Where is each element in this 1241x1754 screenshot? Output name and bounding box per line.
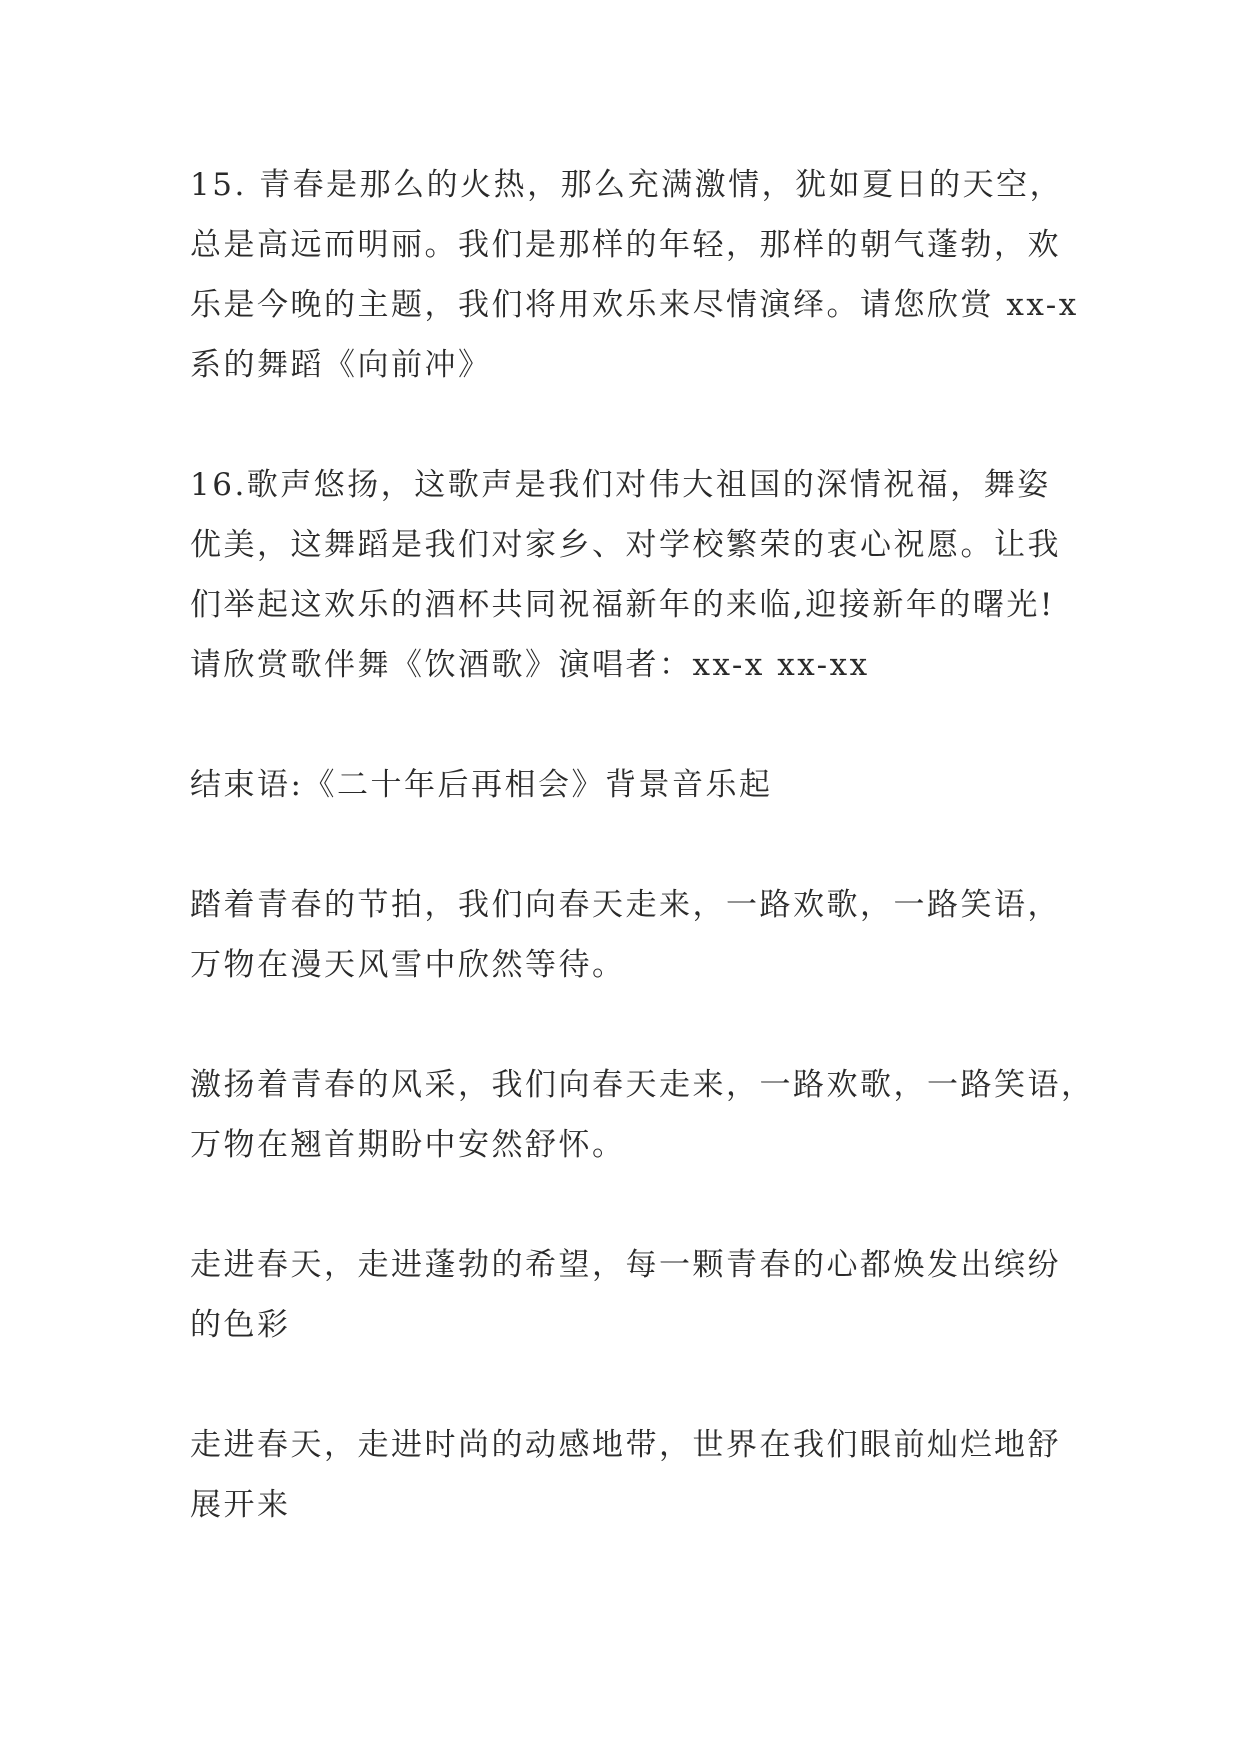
text-line: 万物在漫天风雪中欣然等待。	[190, 947, 626, 983]
text-line: 万物在翘首期盼中安然舒怀。	[190, 1127, 626, 1163]
text-line: 踏着青春的节拍，我们向春天走来，一路欢歌，一路笑语，	[190, 887, 1061, 923]
paragraph-gap	[190, 1175, 1070, 1235]
text-line: 16.歌声悠扬，这歌声是我们对伟大祖国的深情祝福，舞姿	[190, 467, 1051, 503]
paragraph-gap	[190, 815, 1070, 875]
text-line: 请欣赏歌伴舞《饮酒歌》演唱者：xx-x xx-xx	[190, 647, 870, 683]
text-line: 的色彩	[190, 1307, 291, 1343]
paragraph-15	[190, 155, 1079, 395]
paragraph-gap	[190, 695, 1070, 755]
paragraph-closing-4	[190, 1415, 1070, 1535]
paragraph-closing-heading	[190, 755, 1070, 815]
text-line: 走进春天，走进蓬勃的希望，每一颗青春的心都焕发出缤纷	[190, 1247, 1061, 1283]
paragraph-16	[190, 455, 1070, 695]
paragraph-closing-3	[190, 1235, 1070, 1355]
text-line: 们举起这欢乐的酒杯共同祝福新年的来临,迎接新年的曙光!	[190, 587, 1055, 623]
text-line: 展开来	[190, 1487, 291, 1523]
text-line: 乐是今晚的主题，我们将用欢乐来尽情演绎。请您欣赏 xx-x	[190, 287, 1079, 323]
text-line: 走进春天，走进时尚的动感地带，世界在我们眼前灿烂地舒	[190, 1427, 1061, 1463]
text-line: 系的舞蹈《向前冲》	[190, 347, 492, 383]
paragraph-gap	[190, 995, 1070, 1055]
paragraph-gap	[190, 1355, 1070, 1415]
text-line: 15. 青春是那么的火热，那么充满激情，犹如夏日的天空，	[190, 167, 1064, 203]
paragraph-closing-1	[190, 875, 1070, 995]
text-line: 激扬着青春的风采，我们向春天走来，一路欢歌，一路笑语，	[190, 1067, 1095, 1103]
text-line: 总是高远而明丽。我们是那样的年轻，那样的朝气蓬勃，欢	[190, 227, 1061, 263]
text-line: 结束语:《二十年后再相会》背景音乐起	[190, 767, 773, 803]
paragraph-gap	[190, 395, 1070, 455]
text-line: 优美，这舞蹈是我们对家乡、对学校繁荣的衷心祝愿。让我	[190, 527, 1061, 563]
document-body	[190, 155, 1095, 1535]
paragraph-closing-2	[190, 1055, 1095, 1175]
